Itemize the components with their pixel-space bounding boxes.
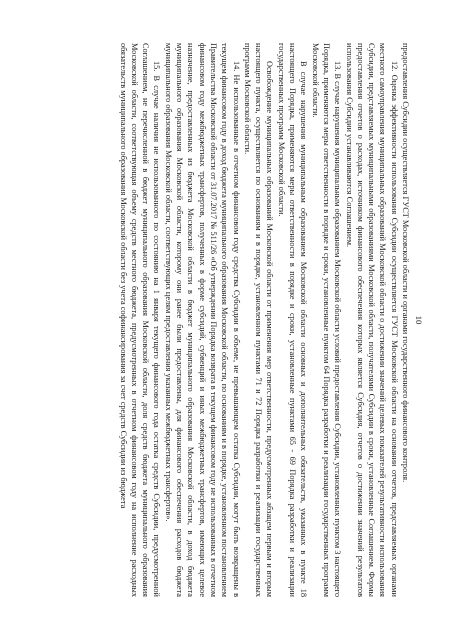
paragraph: В случае нарушения муниципальным образованием Московской области основных и дополнительных обязательств, указанных в пункте 18 настоящего Порядка, применяются меры ответственности в порядке и сроки, установленные пунктами 65 - 69 Порядка разработки и реализации государственных программ Московской области. xyxy=(276,43,309,597)
paragraph: 15. В случае наличия не использованного по состоянию на 1 января текущего финансового года остатка средств Субсидии, предусмотренной Соглашением, не перечисленной в бюджет муниципального образования Московской области, доля средств бюджета муниципального образования Московской области, соответствующая объему средств местного бюджета, предусмотренных в отчетном финансовом году на исполнение расходных обязательств муниципального образования Московской области без учета софинансирования за счет средств Субсидии из бюджета xyxy=(118,43,162,597)
paragraph: предоставления Субсидии осуществляется ГУСТ Московской области и органами государственного финансового контроля. xyxy=(401,43,410,483)
paragraph: 14. Не использованные в отчетном финансовом году средства Субсидии в объеме, не превышающем остатка Субсидии, могут быть возвращены в текущем финансовом году в доход бюджета муниципального образования Московской области, по основаниям и в порядке, установленном постановлением Правительства Московской области от 31.07.2017 № 511/26 «Об утверждении Порядка возврата в текущем финансовом году не использованных в отчетном финансовом году межбюджетных трансфертов, полученных в форме субсидий, субвенций и иных межбюджетных трансфертов, имеющих целевое назначение, предоставленных из бюджета Московской области в бюджет муниципального образования Московской области, в доход бюджета муниципального образования Московской области, которому они ранее были предоставлены, для финансового обеспечения расходов бюджета муниципального образования Московской области, соответствующих целям предоставления указанных межбюджетных трансфертов». xyxy=(163,43,241,598)
document-text xyxy=(117,43,411,597)
page-number: 10 xyxy=(414,315,424,325)
paragraph: 12. Оценка эффективности использования Субсидии осуществляется ГУСТ Московской области на основании отчетов, представляемых органами местного самоуправления муниципальных образований Московской области о достижении значений целевых показателей результативности использования Субсидии, представляемых муниципальными образованиями Московской области, получателями Субсидии в сроки, установленные Соглашением. Формы предоставления отчетов о расходах, источником финансового обеспечения которых является Субсидия, отчетов о достижении значений результатов использования Субсидии устанавливаются Соглашением. xyxy=(344,43,399,597)
rotated-scan xyxy=(26,35,426,605)
paragraph: Освобождение муниципальных образований Московской области от применения мер ответственности, предусмотренных абзацем первым и вторым настоящего пункта, осуществляется по основаниям и в порядке, установленном пунктами 71 и 72 Порядка разработки и реализации государственных программ Московской области. xyxy=(242,43,275,597)
paragraph: 13. В случае нарушения муниципальным образованием Московской области условий предоставления Субсидии, установленных пунктом 3 настоящего Порядка, применяются меры ответственности в порядке и сроки, установленные пунктом 64 Порядка разработки и реализации государственных программ Московской области. xyxy=(310,43,343,597)
